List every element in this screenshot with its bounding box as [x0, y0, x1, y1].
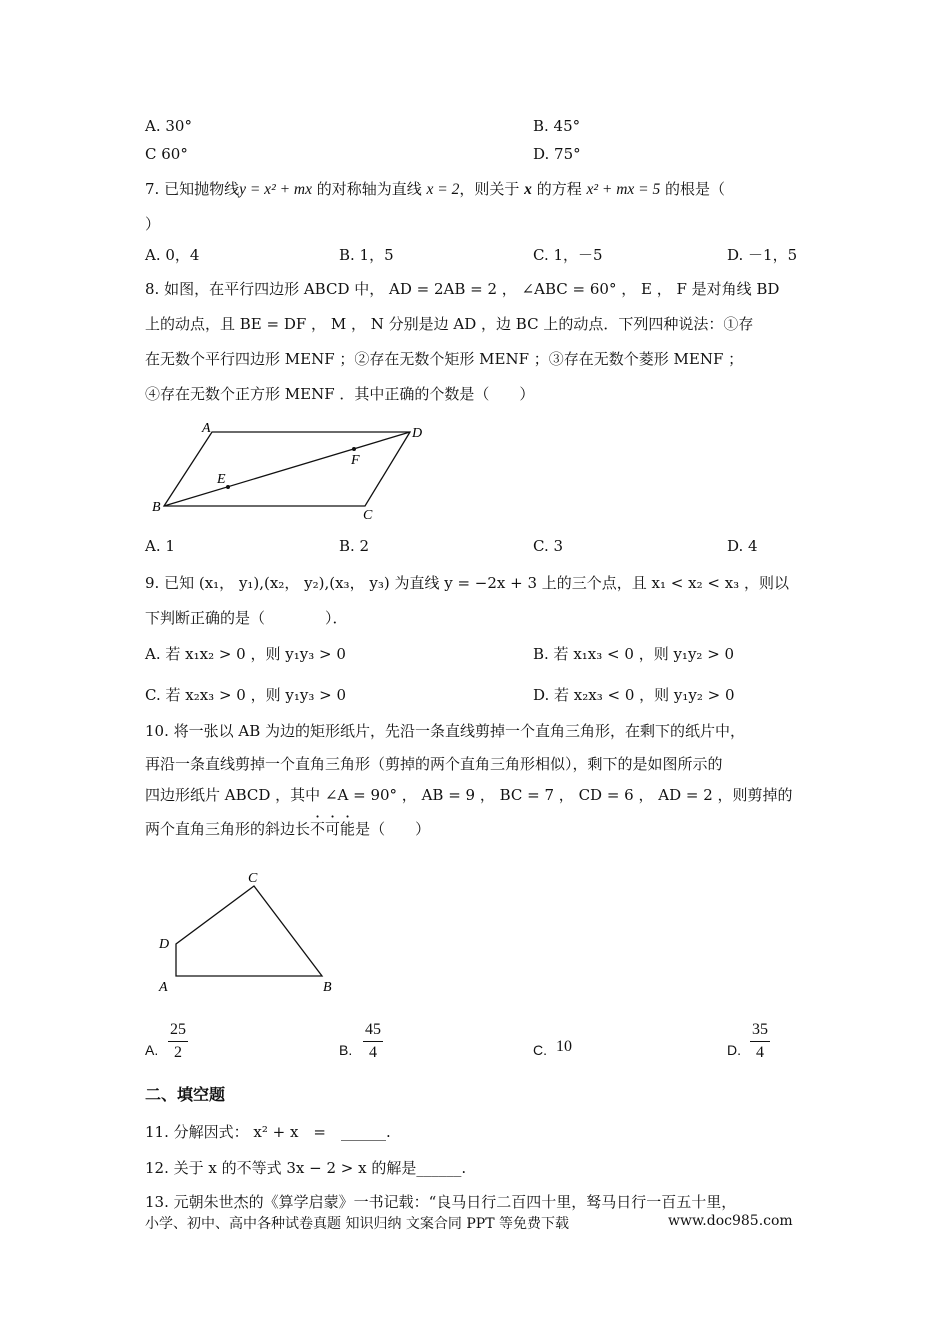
- q10-option-b-den: 4: [369, 1044, 377, 1061]
- q10-label-a: A: [159, 980, 168, 995]
- footer-text: 小学、初中、高中各种试卷真题 知识归纳 文案合同 PPT 等免费下载: [145, 1216, 569, 1232]
- q10-label-c: C: [248, 871, 258, 886]
- q8-line-1: 8. 如图，在平行四边形 ABCD 中， AD = 2AB = 2 ， ∠ABC = 60° ， E ， F 是对角线 BD: [145, 280, 780, 298]
- q10-option-b-num: 45: [363, 1021, 383, 1042]
- q9-line-1: 9. 已知 (x₁， y₁),(x₂， y₂),(x₃， y₃) 为直线 y = −2x + 3 上的三个点，且 x₁ < x₂ < x₃ ，则以: [145, 574, 789, 592]
- q10-line-3: 四边形纸片 ABCD ，其中 ∠A = 90° ， AB = 9 ， BC = 7 ， CD = 6 ， AD = 2 ，则剪掉的: [145, 786, 793, 804]
- q10-option-c-label: C.: [533, 1042, 547, 1058]
- q7-text-3: ，则关于: [459, 180, 525, 198]
- q8-option-b: B. 2: [339, 537, 370, 555]
- q8-option-d: D. 4: [727, 537, 758, 555]
- q12-text: 12. 关于 x 的不等式 3x − 2 > x 的解是______.: [145, 1159, 467, 1177]
- q10-option-b-label: B.: [339, 1042, 353, 1058]
- q8-label-a: A: [202, 421, 211, 436]
- q8-option-c: C. 3: [533, 537, 564, 555]
- q10-line-4: [145, 818, 430, 840]
- q9-option-b: B. 若 x₁x₃ < 0 ，则 y₁y₂ > 0: [533, 645, 735, 663]
- q10-emph-1: 不: [310, 820, 326, 838]
- q13-text: 13. 元朝朱世杰的《算学启蒙》一书记载：“良马日行二百四十里，驽马日行一百五十里，: [145, 1193, 737, 1211]
- q7-var: x: [524, 181, 532, 198]
- q7-eq-2: x = 2: [426, 181, 460, 198]
- q8-point-e: [226, 485, 230, 489]
- q10-option-a-fraction: [168, 1021, 188, 1062]
- q10-option-d-num: 35: [750, 1021, 770, 1042]
- q10-line-2: 再沿一条直线剪掉一个直角三角形（剪掉的两个直角三角形相似），剩下的是如图所示的: [145, 755, 723, 773]
- q8-parallelogram-figure: [140, 418, 440, 528]
- q10-option-a-label: A.: [145, 1042, 159, 1058]
- q10-label-d: D: [159, 937, 170, 952]
- q8-diagonal-bd: [164, 432, 410, 506]
- q7-stem: [145, 178, 725, 201]
- q10-label-b: B: [323, 980, 332, 995]
- q7-text-4: 的方程: [531, 180, 587, 198]
- q7-close-paren: ）: [145, 215, 161, 233]
- q7-eq-3: x² + mx = 5: [586, 181, 661, 198]
- q10-emph-2: 可: [325, 820, 341, 838]
- q9-option-c: C. 若 x₂x₃ > 0 ，则 y₁y₃ > 0: [145, 686, 346, 704]
- q7-option-c: C. 1，－5: [533, 246, 603, 264]
- q6-option-d: D. 75°: [533, 145, 581, 163]
- q8-label-e: E: [217, 472, 226, 487]
- q10-line-4-post: 是（ ）: [355, 820, 431, 838]
- q10-option-c-value: 10: [556, 1038, 572, 1055]
- footer-url: www.doc985.com: [668, 1213, 793, 1229]
- q10-line-4-pre: 两个直角三角形的斜边长: [145, 820, 311, 838]
- q8-line-3: 在无数个平行四边形 MENF ；②存在无数个矩形 MENF ；③存在无数个菱形 MENF ；: [145, 350, 744, 368]
- q9-line-2: 下判断正确的是（ ）．: [145, 609, 348, 627]
- q10-option-d-label: D.: [727, 1042, 741, 1058]
- q10-option-d-den: 4: [756, 1044, 764, 1061]
- q8-option-a: A. 1: [145, 537, 175, 555]
- section-2-title: 二、填空题: [145, 1085, 226, 1104]
- q7-option-a: A. 0，4: [145, 246, 200, 264]
- q11-text: 11. 分解因式： x² + x = ______.: [145, 1123, 391, 1141]
- q7-text-5: 的根是（: [660, 180, 726, 198]
- q10-emph-3: 能: [340, 820, 356, 838]
- q6-option-b: B. 45°: [533, 117, 581, 135]
- q10-option-a-den: 2: [174, 1044, 182, 1061]
- q8-line-4: ④存在无数个正方形 MENF ．其中正确的个数是（ ）: [145, 385, 535, 403]
- q10-option-d-fraction: [750, 1021, 770, 1062]
- q7-option-b: B. 1，5: [339, 246, 394, 264]
- q6-option-c: C 60°: [145, 145, 188, 163]
- q8-label-b: B: [152, 500, 161, 515]
- q7-text-1: 7. 已知抛物线: [145, 180, 240, 198]
- q8-line-2: 上的动点，且 BE = DF ， M ， N 分别是边 AD ，边 BC 上的动点．下列四种说法：①存: [145, 315, 754, 333]
- q7-option-d: D. －1，5: [727, 246, 798, 264]
- q9-option-a: A. 若 x₁x₂ > 0 ，则 y₁y₃ > 0: [145, 645, 346, 663]
- q10-line-1: 10. 将一张以 AB 为边的矩形纸片，先沿一条直线剪掉一个直角三角形，在剩下的纸片中，: [145, 722, 746, 740]
- q7-text-2: 的对称轴为直线: [312, 180, 427, 198]
- q9-option-d: D. 若 x₂x₃ < 0 ，则 y₁y₂ > 0: [533, 686, 735, 704]
- q8-label-f: F: [351, 453, 360, 468]
- q10-quadrilateral-figure: [150, 862, 350, 1002]
- q8-point-f: [352, 447, 356, 451]
- q10-option-b-fraction: [363, 1021, 383, 1062]
- q8-label-d: D: [412, 426, 423, 441]
- q10-option-a-num: 25: [168, 1021, 188, 1042]
- q7-eq-1: y = x² + mx: [239, 181, 312, 198]
- q6-option-a: A. 30°: [145, 117, 192, 135]
- q8-label-c: C: [363, 508, 373, 523]
- q10-quadrilateral: [176, 886, 322, 976]
